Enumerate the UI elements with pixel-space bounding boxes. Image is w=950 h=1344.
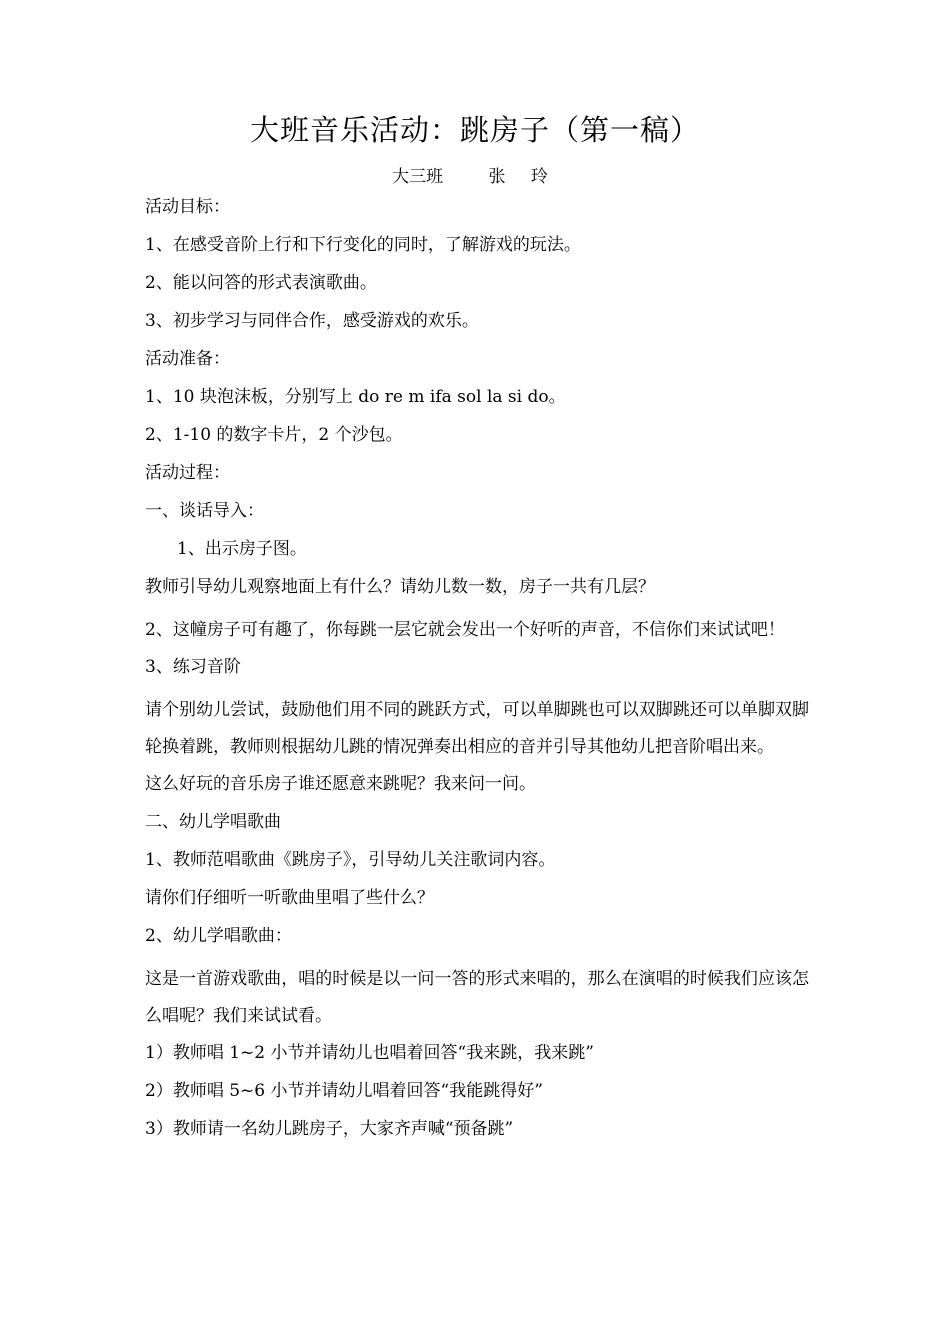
prep-heading: 活动准备： [145, 349, 230, 369]
part1-text: 教师引导幼儿观察地面上有什么？请幼儿数一数，房子一共有几层？ [145, 577, 655, 597]
part2-item: 2、幼儿学唱歌曲： [145, 925, 292, 946]
author-name: 张 玲 [488, 167, 558, 187]
part2-subitem: 2）教师唱 5~6 小节并请幼儿唱着回答“我能跳得好” [145, 1080, 543, 1101]
part2-subitem: 3）教师请一名幼儿跳房子，大家齐声喊“预备跳” [145, 1118, 514, 1139]
goal-item: 2、能以问答的形式表演歌曲。 [145, 273, 377, 293]
part1-item: 2、这幢房子可有趣了，你每跳一层它就会发出一个好听的声音，不信你们来试试吧！ [145, 620, 785, 640]
document-body [145, 194, 809, 1154]
part2-text: 这是一首游戏歌曲，唱的时候是以一问一答的形式来唱的，那么在演唱的时候我们应该怎么唱呢？我们来试试看。 [145, 968, 809, 1026]
goal-item: 3、初步学习与同伴合作，感受游戏的欢乐。 [145, 311, 479, 331]
part1-text: 请个别幼儿尝试，鼓励他们用不同的跳跃方式，可以单脚跳也可以双脚跳还可以单脚双脚轮换着跳，教师则根据幼儿跳的情况弹奏出相应的音并引导其他幼儿把音阶唱出来。 [145, 699, 809, 757]
process-heading: 活动过程： [145, 463, 230, 483]
part1-text: 这么好玩的音乐房子谁还愿意来跳呢？我来问一问。 [145, 773, 536, 794]
document-byline [0, 164, 950, 190]
part2-heading: 二、幼儿学唱歌曲 [145, 811, 281, 832]
document-title: 大班音乐活动：跳房子（第一稿） [249, 113, 700, 147]
part2-subitem: 1）教师唱 1~2 小节并请幼儿也唱着回答“我来跳，我来跳” [145, 1042, 594, 1063]
prep-item: 1、10 块泡沫板，分别写上 do re m ifa sol la si do。 [145, 387, 566, 407]
class-name: 大三班 [392, 167, 444, 187]
goal-item: 1、在感受音阶上行和下行变化的同时，了解游戏的玩法。 [145, 235, 581, 255]
part1-item: 1、出示房子图。 [177, 539, 307, 559]
part1-heading: 一、谈话导入： [145, 501, 264, 521]
goals-heading: 活动目标： [145, 197, 230, 217]
prep-item: 2、1-10 的数字卡片，2 个沙包。 [145, 425, 403, 445]
part2-text: 请你们仔细听一听歌曲里唱了些什么？ [145, 887, 434, 908]
part2-item: 1、教师范唱歌曲《跳房子》，引导幼儿关注歌词内容。 [145, 849, 556, 870]
part1-item: 3、练习音阶 [145, 656, 241, 677]
